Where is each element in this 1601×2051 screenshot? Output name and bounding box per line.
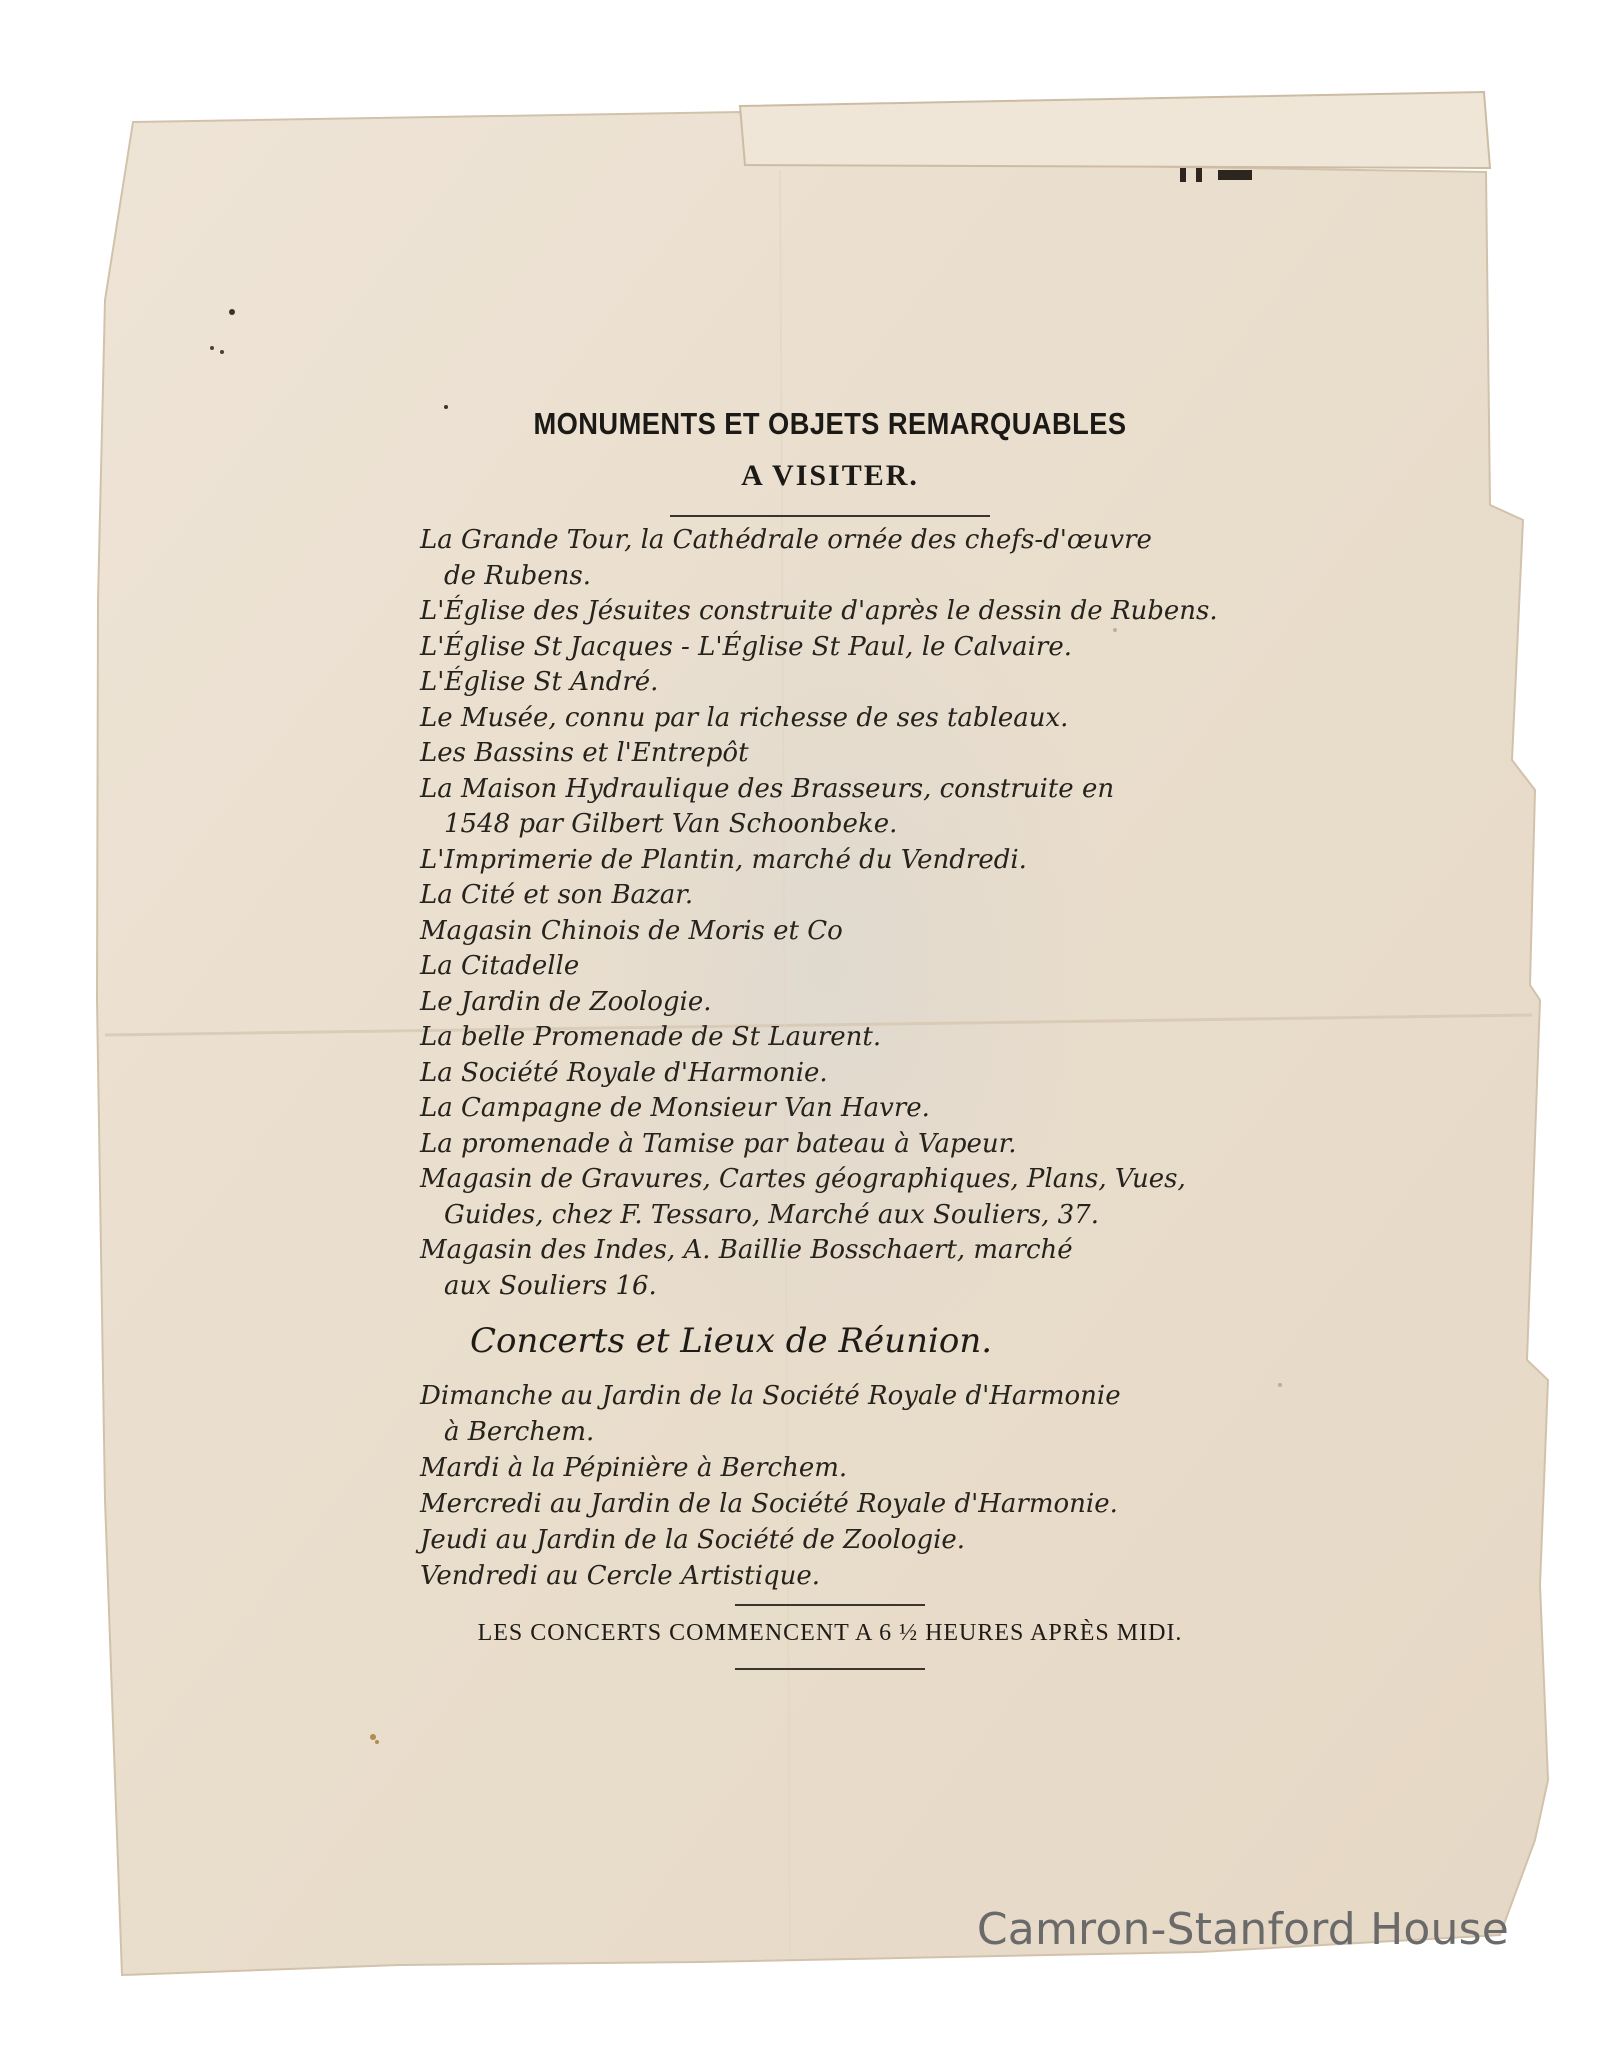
divider-rule [735,1668,925,1670]
concerts-heading: Concerts et Lieux de Réunion. [470,1321,993,1361]
list-item: Vendredi au Cercle Artistique. [420,1561,821,1591]
document-body [400,395,1260,1670]
watermark: Camron-Stanford House [976,1904,1509,1955]
list-item: L'Église St André. [420,667,659,697]
list-item: La promenade à Tamise par bateau à Vapeur. [420,1128,1017,1159]
list-item: La Société Royale d'Harmonie. [420,1057,828,1088]
concerts-time-note: LES CONCERTS COMMENCENT A 6 ½ HEURES APRÈS MIDI. [477,1620,1183,1646]
document-subtitle: A VISITER. [741,459,919,492]
list-item: L'Imprimerie de Plantin, marché du Vendredi. [420,844,1027,875]
list-item: La Cité et son Bazar. [420,880,694,910]
list-item: La Campagne de Monsieur Van Havre. [420,1093,930,1123]
divider-rule [735,1604,925,1606]
list-item: Mardi à la Pépinière à Berchem. [420,1453,848,1483]
list-item: Mercredi au Jardin de la Société Royale d'Harmonie. [420,1489,1118,1519]
paper-strip [740,92,1490,168]
list-item: Magasin Chinois de Moris et Co [420,915,843,946]
document-title: MONUMENTS ET OBJETS REMARQUABLES [533,406,1127,441]
list-item: Le Musée, connu par la richesse de ses tableaux. [420,702,1069,733]
list-item: Le Jardin de Zoologie. [420,986,712,1017]
list-item: La Maison Hydraulique des Brasseurs, construite en 1548 par Gilbert Van Schoonbeke. [420,773,1115,839]
list-item: Magasin de Gravures, Cartes géographiques, Plans, Vues, Guides, chez F. Tessaro, Marché aux Souliers, 37. [420,1164,1186,1230]
list-item: Dimanche au Jardin de la Société Royale d'Harmonie à Berchem. [420,1381,1121,1447]
list-item: Les Bassins et l'Entrepôt [420,738,749,768]
list-item: La Grande Tour, la Cathédrale ornée des chefs-d'œuvre de Rubens. [420,525,1152,591]
monuments-list [400,523,1260,1304]
list-item: Jeudi au Jardin de la Société de Zoologie. [420,1525,966,1555]
divider-rule [670,515,990,517]
concerts-list [400,1378,1260,1594]
list-item: L'Église St Jacques - L'Église St Paul, le Calvaire. [420,631,1072,662]
list-item: Magasin des Indes, A. Baillie Bosschaert, marché aux Souliers 16. [420,1235,1073,1301]
ink-mark [1180,168,1186,182]
list-item: L'Église des Jésuites construite d'après le dessin de Rubens. [420,596,1218,626]
list-item: La Citadelle [420,951,580,981]
list-item: La belle Promenade de St Laurent. [420,1022,882,1052]
